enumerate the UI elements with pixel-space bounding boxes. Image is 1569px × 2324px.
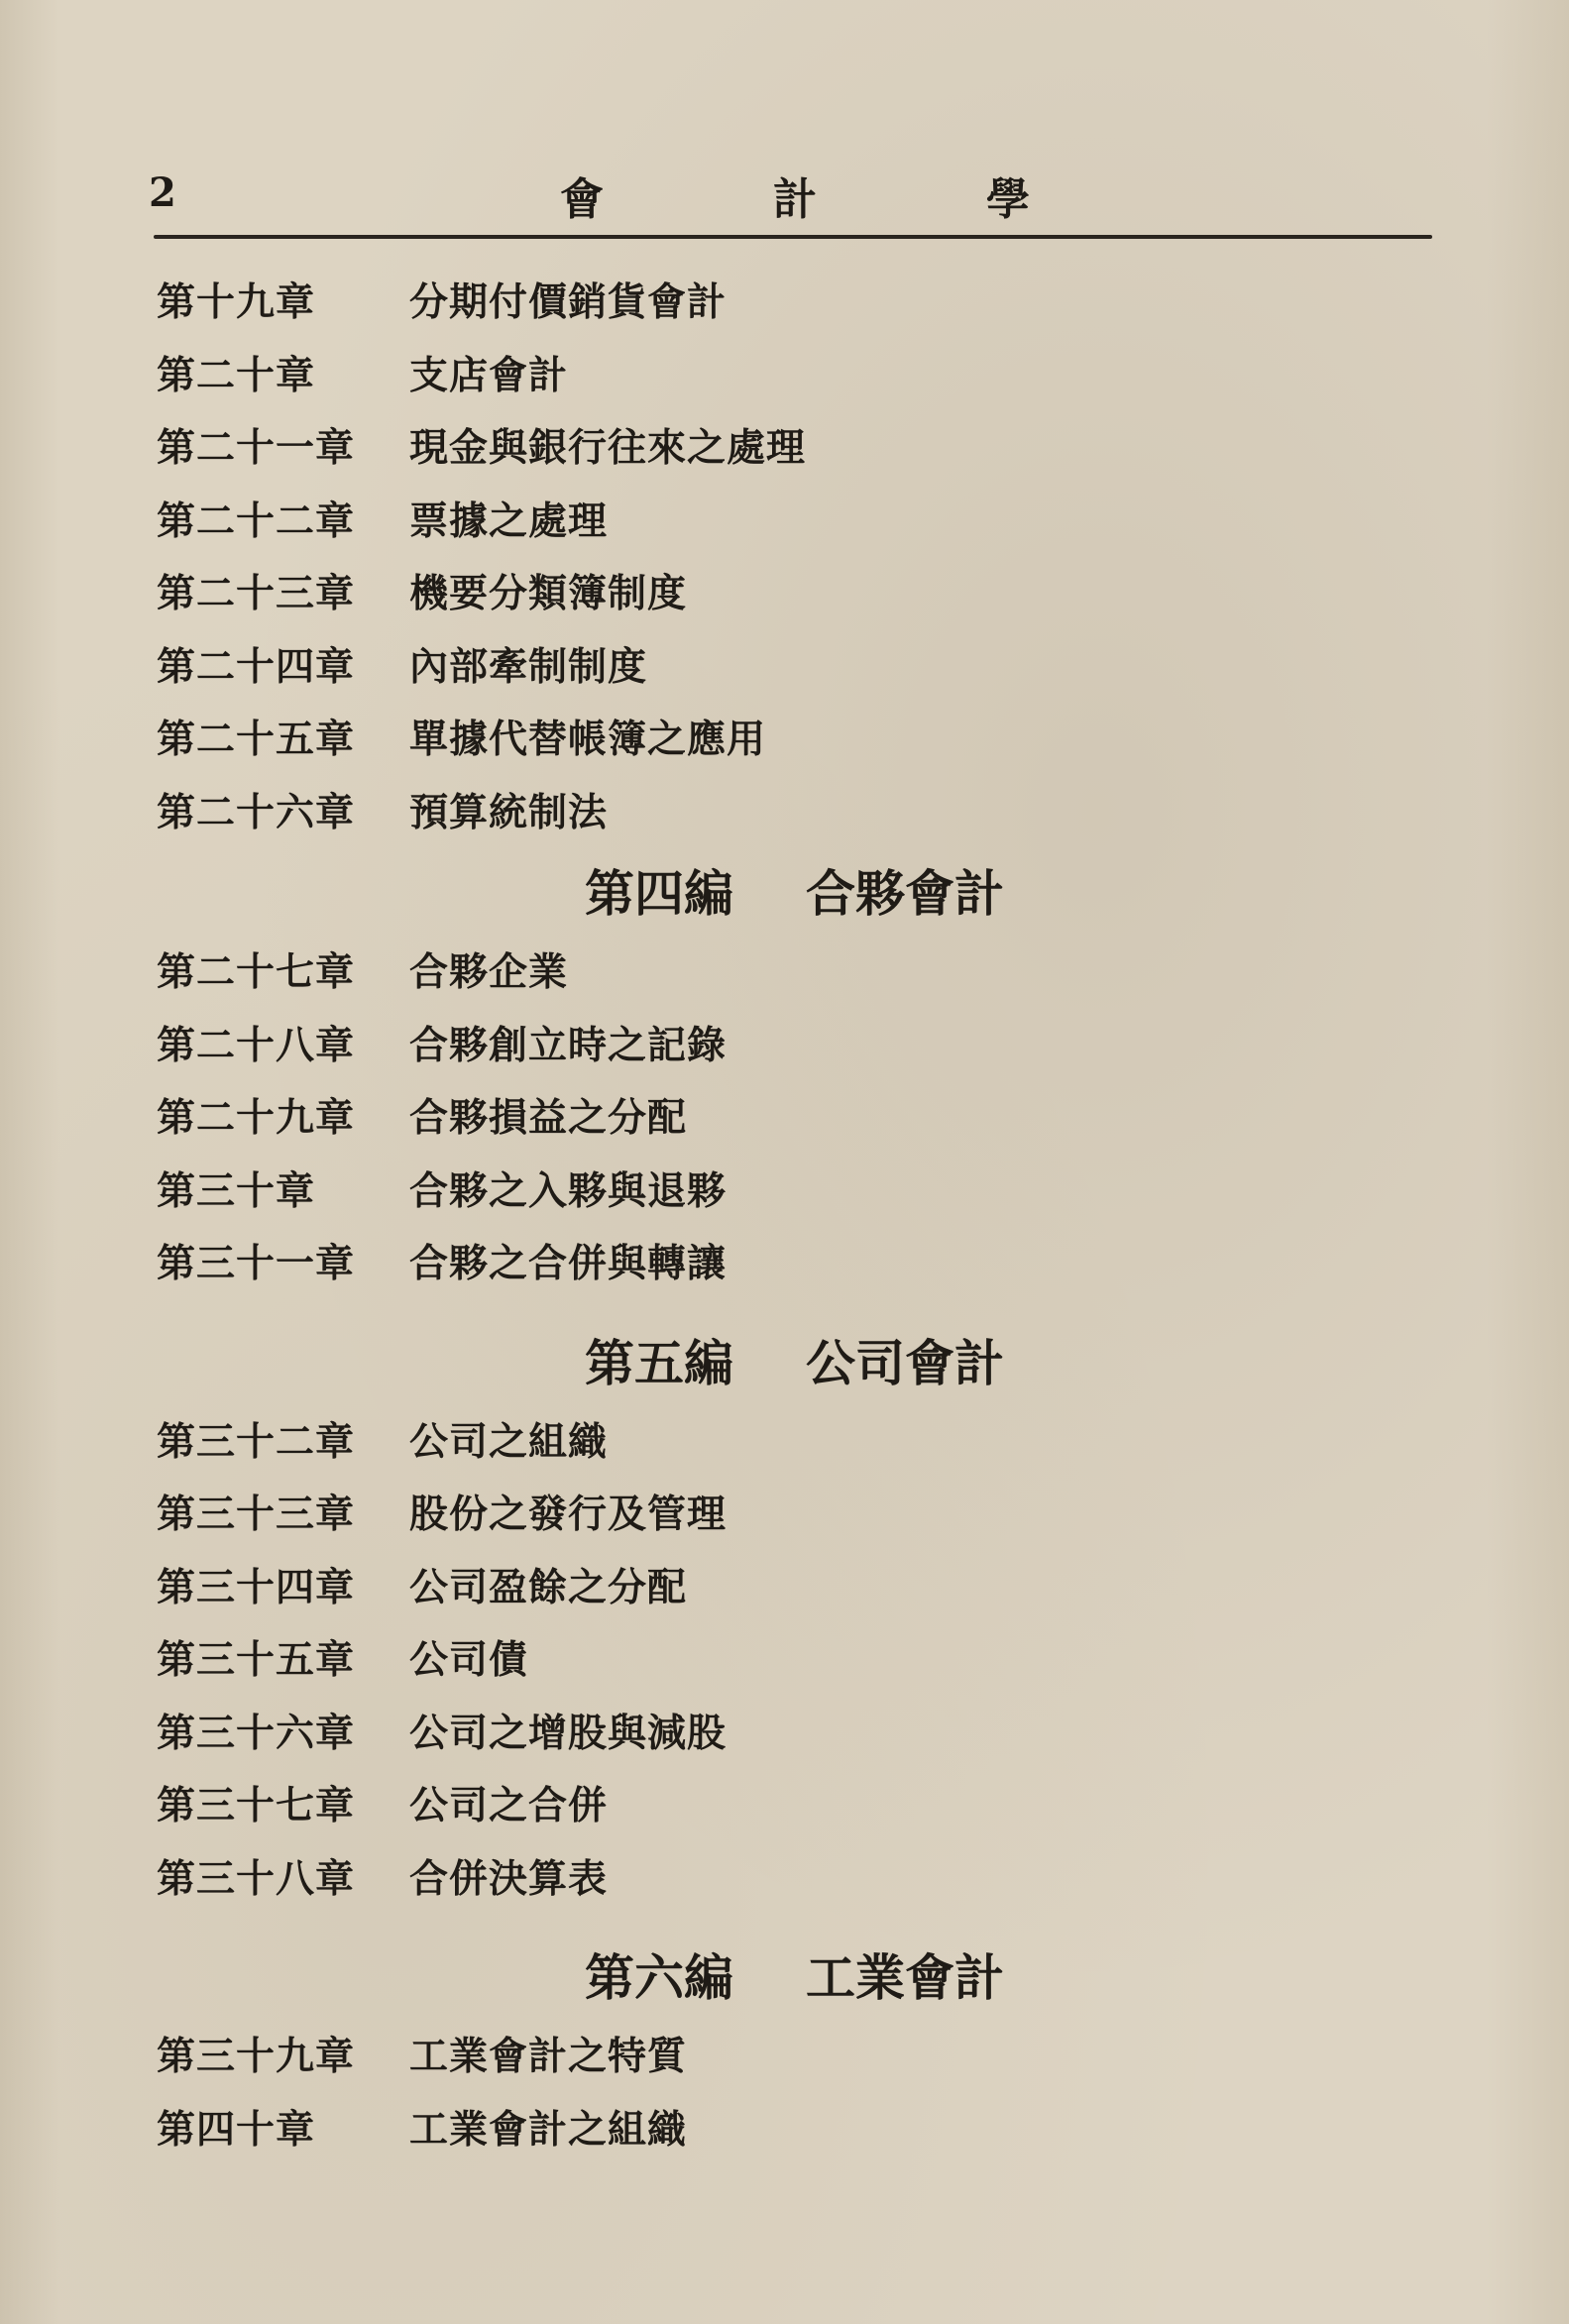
toc-chapter-row <box>157 697 1346 770</box>
chapter-number: 第三十五章 <box>157 1637 356 1683</box>
part-title: 合夥會計 <box>806 864 1004 923</box>
chapter-number: 第二十章 <box>157 352 316 398</box>
chapter-title: 合夥企業 <box>409 949 569 995</box>
chapter-title: 預算統制法 <box>409 789 609 835</box>
table-of-contents <box>157 260 1346 2159</box>
toc-chapter-row <box>157 1399 1346 1473</box>
chapter-number: 第二十四章 <box>157 643 356 690</box>
chapter-title: 工業會計之特質 <box>409 2034 688 2079</box>
toc-chapter-row <box>157 1763 1346 1836</box>
chapter-title: 票據之處理 <box>409 498 609 544</box>
part-number: 第五編 <box>585 1333 733 1392</box>
chapter-title: 合夥之合併與轉讓 <box>409 1241 728 1286</box>
page-number: 2 <box>149 169 176 216</box>
chapter-number: 第二十七章 <box>157 949 356 995</box>
chapter-title: 股份之發行及管理 <box>409 1492 728 1537</box>
chapter-number: 第二十六章 <box>157 789 356 835</box>
chapter-title: 合夥之入夥與退夥 <box>409 1167 728 1214</box>
toc-chapter-row <box>157 1472 1346 1545</box>
chapter-number: 第二十三章 <box>157 571 356 616</box>
toc-chapter-row <box>157 1836 1346 1910</box>
chapter-number: 第三十九章 <box>157 2034 356 2079</box>
toc-chapter-row <box>157 1221 1346 1294</box>
chapter-title: 現金與銀行往來之處理 <box>409 425 807 471</box>
toc-chapter-row <box>157 1003 1346 1076</box>
chapter-number: 第四十章 <box>157 2106 316 2153</box>
toc-chapter-row <box>157 930 1346 1003</box>
chapter-number: 第三十章 <box>157 1167 316 1214</box>
toc-chapter-row <box>157 2087 1346 2160</box>
toc-chapter-row <box>157 2014 1346 2087</box>
chapter-title: 公司盈餘之分配 <box>409 1564 688 1610</box>
chapter-number: 第二十八章 <box>157 1022 356 1068</box>
chapter-number: 第二十二章 <box>157 498 356 544</box>
chapter-title: 合夥創立時之記錄 <box>409 1022 728 1068</box>
chapter-title: 機要分類簿制度 <box>409 571 688 616</box>
toc-chapter-row <box>157 551 1346 624</box>
chapter-title: 公司之合併 <box>409 1783 609 1828</box>
chapter-number: 第三十三章 <box>157 1492 356 1537</box>
running-title-char: 學 <box>986 174 1030 225</box>
chapter-number: 第三十七章 <box>157 1783 356 1828</box>
page-header <box>149 164 1437 233</box>
part-title: 公司會計 <box>806 1333 1004 1392</box>
header-rule <box>154 235 1432 239</box>
toc-chapter-row <box>157 260 1346 333</box>
chapter-title: 合夥損益之分配 <box>409 1095 688 1141</box>
chapter-title: 分期付價銷貨會計 <box>409 279 728 325</box>
chapter-title: 公司債 <box>409 1637 529 1683</box>
toc-chapter-row <box>157 1545 1346 1618</box>
chapter-number: 第三十八章 <box>157 1855 356 1902</box>
toc-chapter-row <box>157 770 1346 843</box>
chapter-number: 第二十九章 <box>157 1095 356 1141</box>
toc-chapter-row <box>157 1691 1346 1764</box>
toc-chapter-row <box>157 1149 1346 1222</box>
toc-part-heading <box>157 842 1346 930</box>
toc-chapter-row <box>157 405 1346 479</box>
toc-chapter-row <box>157 1617 1346 1691</box>
chapter-title: 單據代替帳簿之應用 <box>409 717 767 762</box>
chapter-number: 第二十一章 <box>157 425 356 471</box>
toc-chapter-row <box>157 333 1346 406</box>
running-title-char: 會 <box>560 174 604 225</box>
chapter-title: 合併決算表 <box>409 1855 609 1902</box>
part-title: 工業會計 <box>806 1948 1004 2007</box>
chapter-title: 工業會計之組織 <box>409 2106 688 2153</box>
chapter-title: 公司之增股與減股 <box>409 1710 728 1756</box>
chapter-title: 內部牽制制度 <box>409 643 648 690</box>
chapter-number: 第三十二章 <box>157 1418 356 1465</box>
chapter-number: 第三十一章 <box>157 1241 356 1286</box>
toc-chapter-row <box>157 1075 1346 1149</box>
running-title-char: 計 <box>773 174 817 225</box>
chapter-number: 第三十六章 <box>157 1710 356 1756</box>
toc-part-heading <box>157 1927 1346 2014</box>
toc-chapter-row <box>157 479 1346 552</box>
chapter-number: 第二十五章 <box>157 717 356 762</box>
toc-chapter-row <box>157 624 1346 698</box>
toc-part-heading <box>157 1312 1346 1399</box>
part-number: 第六編 <box>585 1948 733 2007</box>
part-number: 第四編 <box>585 864 733 923</box>
chapter-title: 支店會計 <box>409 352 569 398</box>
chapter-number: 第三十四章 <box>157 1564 356 1610</box>
chapter-number: 第十九章 <box>157 279 316 325</box>
chapter-title: 公司之組織 <box>409 1418 609 1465</box>
